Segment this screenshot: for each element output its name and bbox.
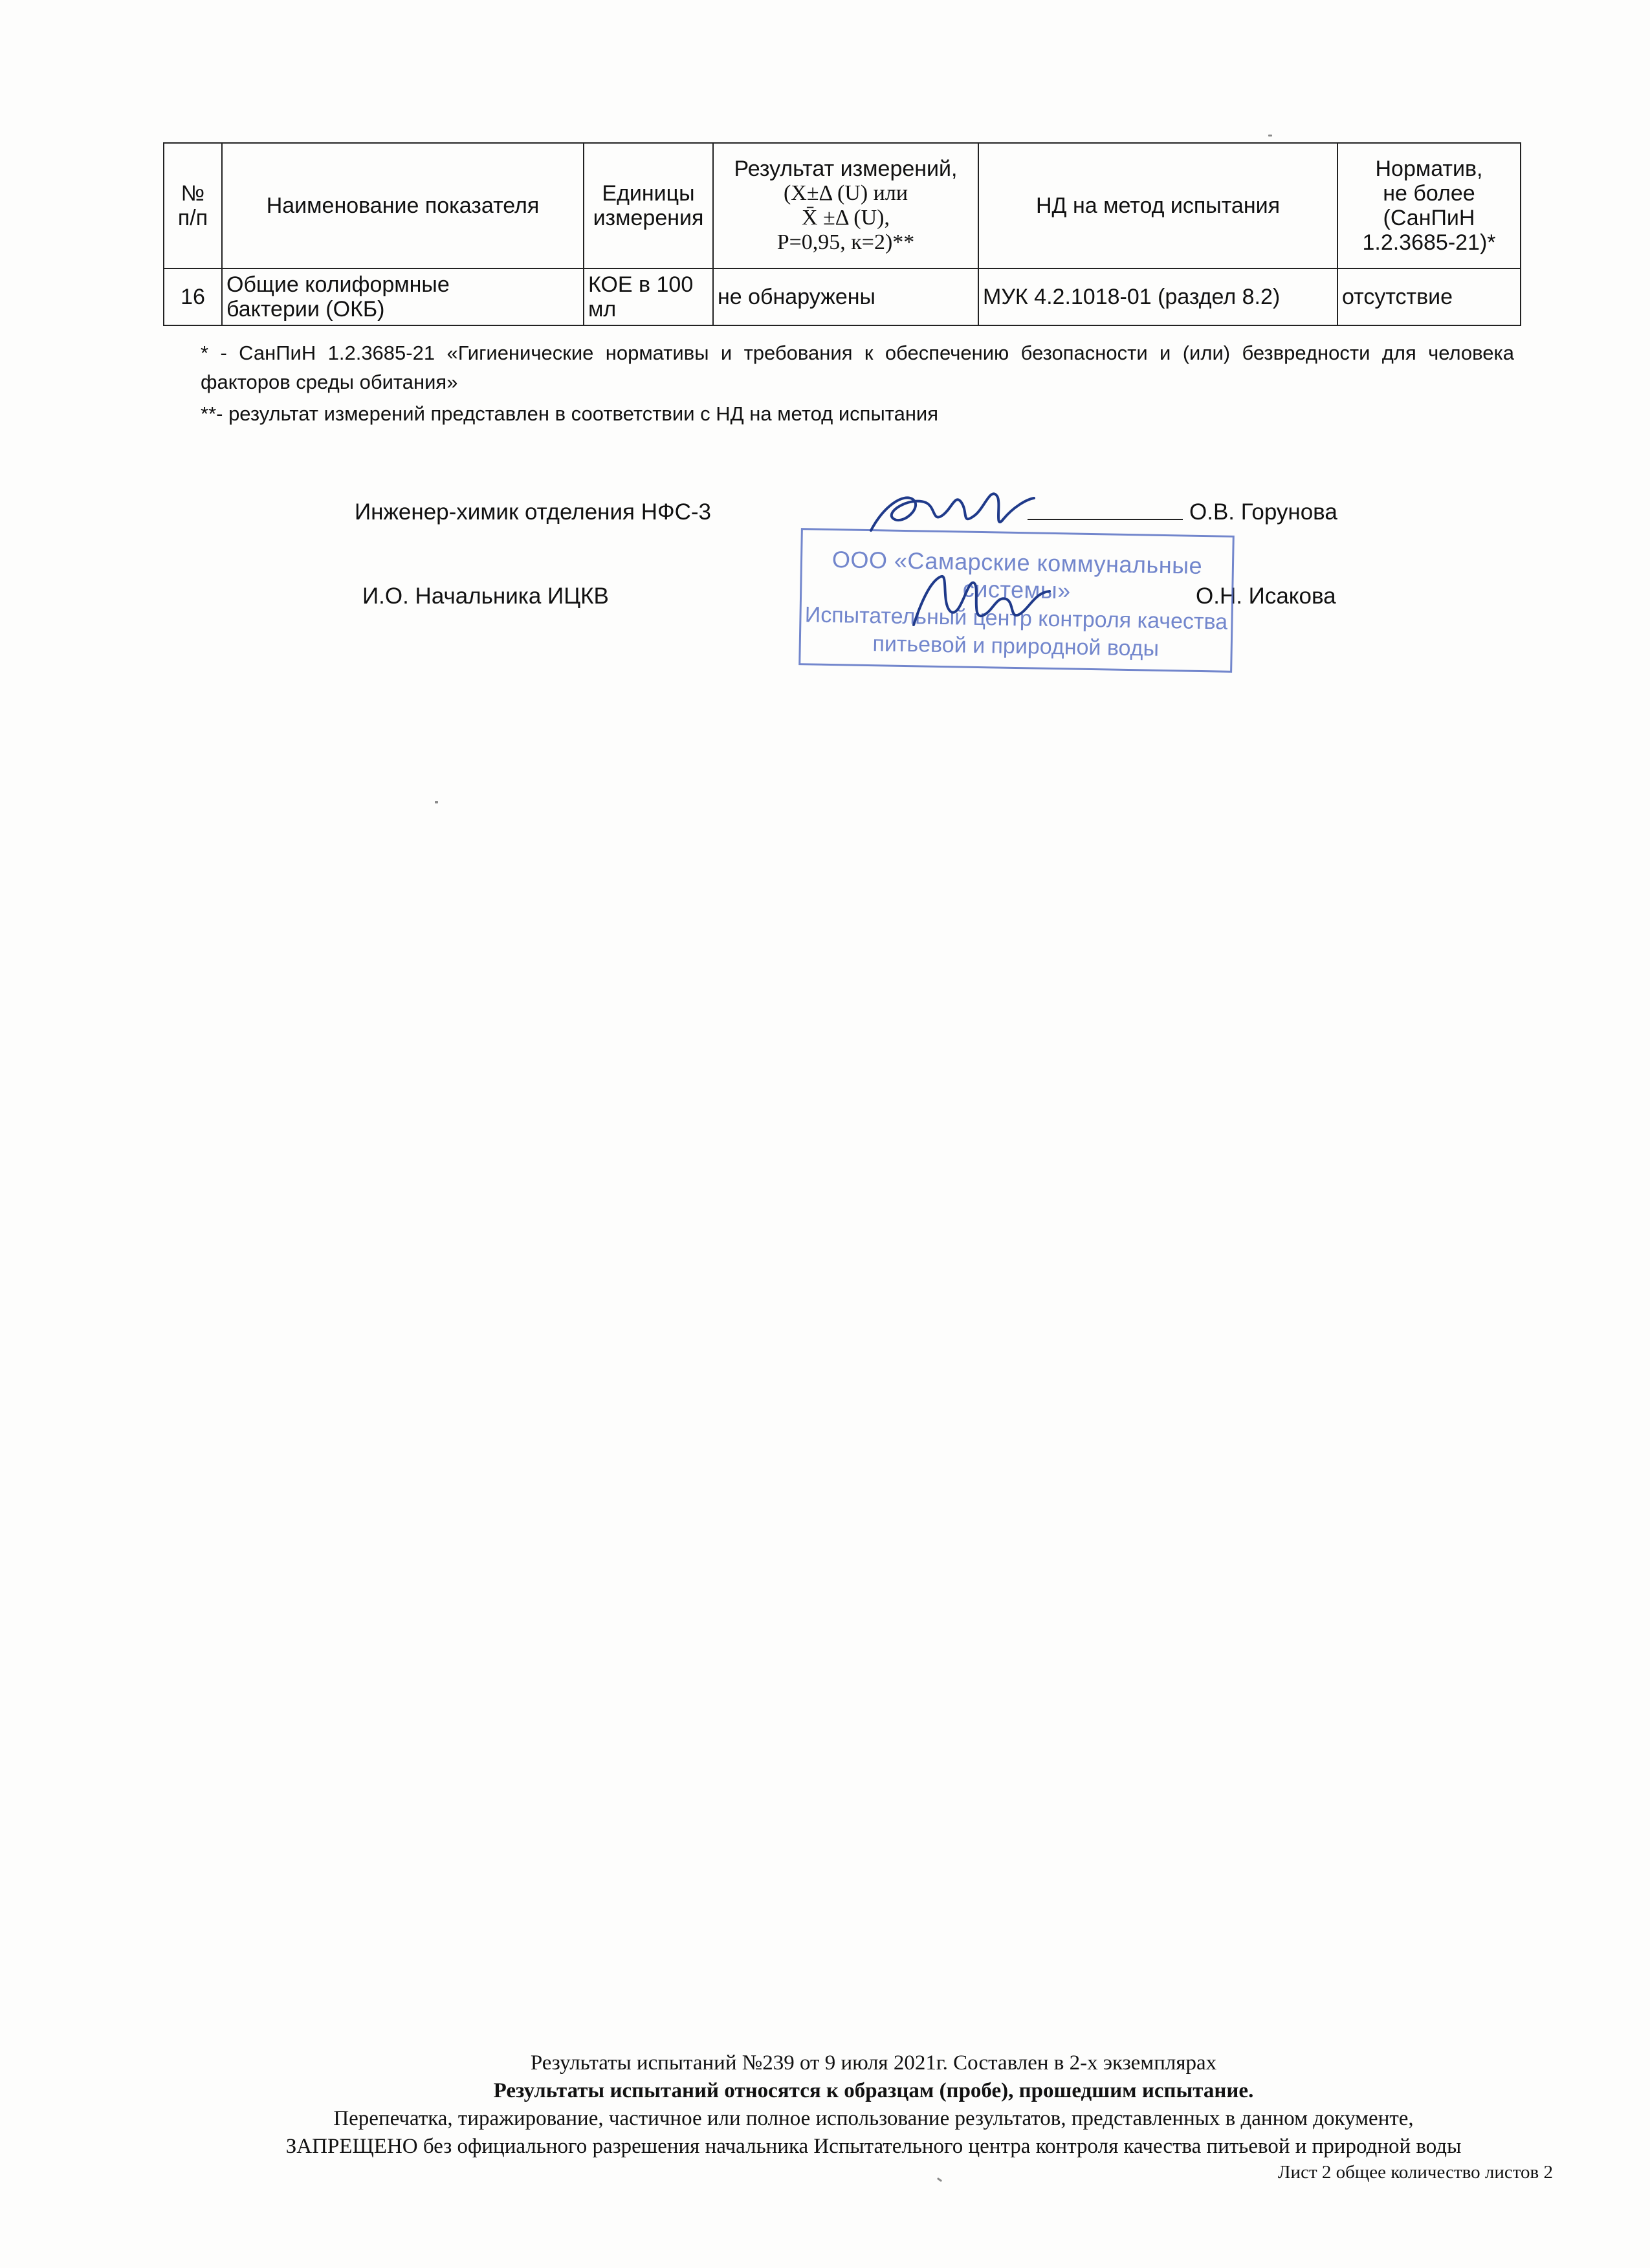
footer-report-number: Результаты испытаний №239 от 9 июля 2021г. Составлен в 2-х экземплярах — [530, 2051, 1217, 2075]
report-footer — [194, 2049, 1553, 2185]
stamp-line-1: ООО «Самарские коммунальные системы» — [831, 546, 1203, 604]
stamp-line-3: питьевой и природной воды — [872, 631, 1160, 661]
scan-speck — [435, 801, 438, 803]
header-norm: Норматив, не более (СанПиН 1.2.3685-21)* — [1337, 143, 1521, 268]
signature-1-icon — [864, 480, 1039, 545]
header-test-method: НД на метод испытания — [978, 143, 1337, 268]
signer-2-position: И.О. Начальника ИЦКВ — [362, 583, 609, 609]
table-row — [164, 268, 1521, 325]
header-result-line-2: (X±Δ (U) или — [783, 180, 908, 205]
footer-sheet-count: Лист 2 общее количество листов 2 — [1277, 2161, 1553, 2183]
footnote-sanpin: * - СанПиН 1.2.3685-21 «Гигиенические нормативы и требования к обеспечению безопасности и (или) безвредности для человека факторов среды обитания» — [201, 342, 1514, 393]
footnotes — [201, 339, 1514, 429]
cell-norm: отсутствие — [1337, 268, 1521, 325]
results-table — [163, 142, 1521, 326]
header-result-line-1: Результат измерений, — [734, 156, 958, 181]
header-result-line-4: P=0,95, к=2)** — [776, 230, 915, 255]
footnote-result-note: **- результат измерений представлен в соответствии с НД на метод испытания — [201, 402, 939, 425]
cell-test-method: МУК 4.2.1018-01 (раздел 8.2) — [978, 268, 1337, 325]
cell-row-number: 16 — [164, 268, 222, 325]
cell-indicator-name: Общие колиформные бактерии (ОКБ) — [222, 268, 584, 325]
header-units: Единицы измерения — [584, 143, 713, 268]
signer-2-name: О.Н. Исакова — [1196, 583, 1336, 609]
cell-result: не обнаружены — [713, 268, 978, 325]
header-indicator-name: Наименование показателя — [222, 143, 584, 268]
footer-copy-warning: Перепечатка, тиражирование, частичное или полное использование результатов, представленных в данном документе, — [333, 2106, 1414, 2130]
header-row-number: № п/п — [164, 143, 222, 268]
table-header-row — [164, 143, 1521, 268]
cell-units: КОЕ в 100 мл — [584, 268, 713, 325]
signature-line — [1028, 519, 1183, 520]
header-result-line-3: X̄ ±Δ (U), — [802, 206, 890, 230]
signer-1-name: О.В. Горунова — [1189, 499, 1337, 525]
signer-1-position: Инженер-химик отделения НФС-3 — [355, 499, 711, 525]
footer-prohibition: ЗАПРЕЩЕНО без официального разрешения начальника Испытательного центра контроля качества питьевой и природной воды — [285, 2134, 1462, 2158]
footer-scope-note: Результаты испытаний относятся к образцам (пробе), прошедшим испытание. — [493, 2078, 1254, 2102]
header-result — [713, 143, 978, 268]
signature-2-icon — [906, 567, 1055, 638]
stamp-line-2: Испытательный центр контроля качества — [804, 602, 1228, 635]
scan-speck — [1268, 135, 1272, 136]
